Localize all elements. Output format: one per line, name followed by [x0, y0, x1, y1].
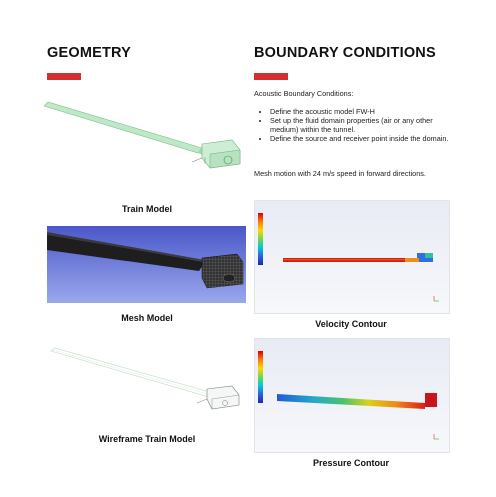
- boundary-intro: Acoustic Boundary Conditions:: [254, 89, 354, 98]
- pressure-field: [255, 339, 449, 452]
- mesh-motion-text: Mesh motion with 24 m/s speed in forward directions.: [254, 169, 426, 178]
- train-model-image: [42, 98, 247, 198]
- mesh-model-caption: Mesh Model: [121, 313, 173, 323]
- wireframe-model-image: [47, 343, 247, 423]
- bullet-item: • Define the source and receiver point inside the domain.: [270, 135, 460, 144]
- velocity-contour-image: [254, 200, 450, 314]
- pressure-contour-caption: Pressure Contour: [312, 458, 390, 468]
- mesh-model-image: [47, 226, 246, 303]
- wireframe-model-caption: Wireframe Train Model: [98, 434, 196, 444]
- velocity-contour-caption: Velocity Contour: [315, 319, 387, 329]
- pressure-contour-image: [254, 338, 450, 453]
- velocity-field: [255, 201, 449, 313]
- boundary-accent-bar: [254, 73, 288, 80]
- train-body: [44, 102, 240, 168]
- geometry-accent-bar: [47, 73, 81, 80]
- boundary-heading: BOUNDARY CONDITIONS: [254, 45, 436, 61]
- geometry-heading: GEOMETRY: [47, 45, 132, 61]
- bullet-item: • Set up the fluid domain properties (air or any other medium) within the tunnel.: [270, 117, 460, 134]
- bullet-item: • Define the acoustic model FW-H: [270, 108, 460, 117]
- boundary-bullet-list: [256, 108, 460, 144]
- train-model-caption: Train Model: [121, 204, 172, 214]
